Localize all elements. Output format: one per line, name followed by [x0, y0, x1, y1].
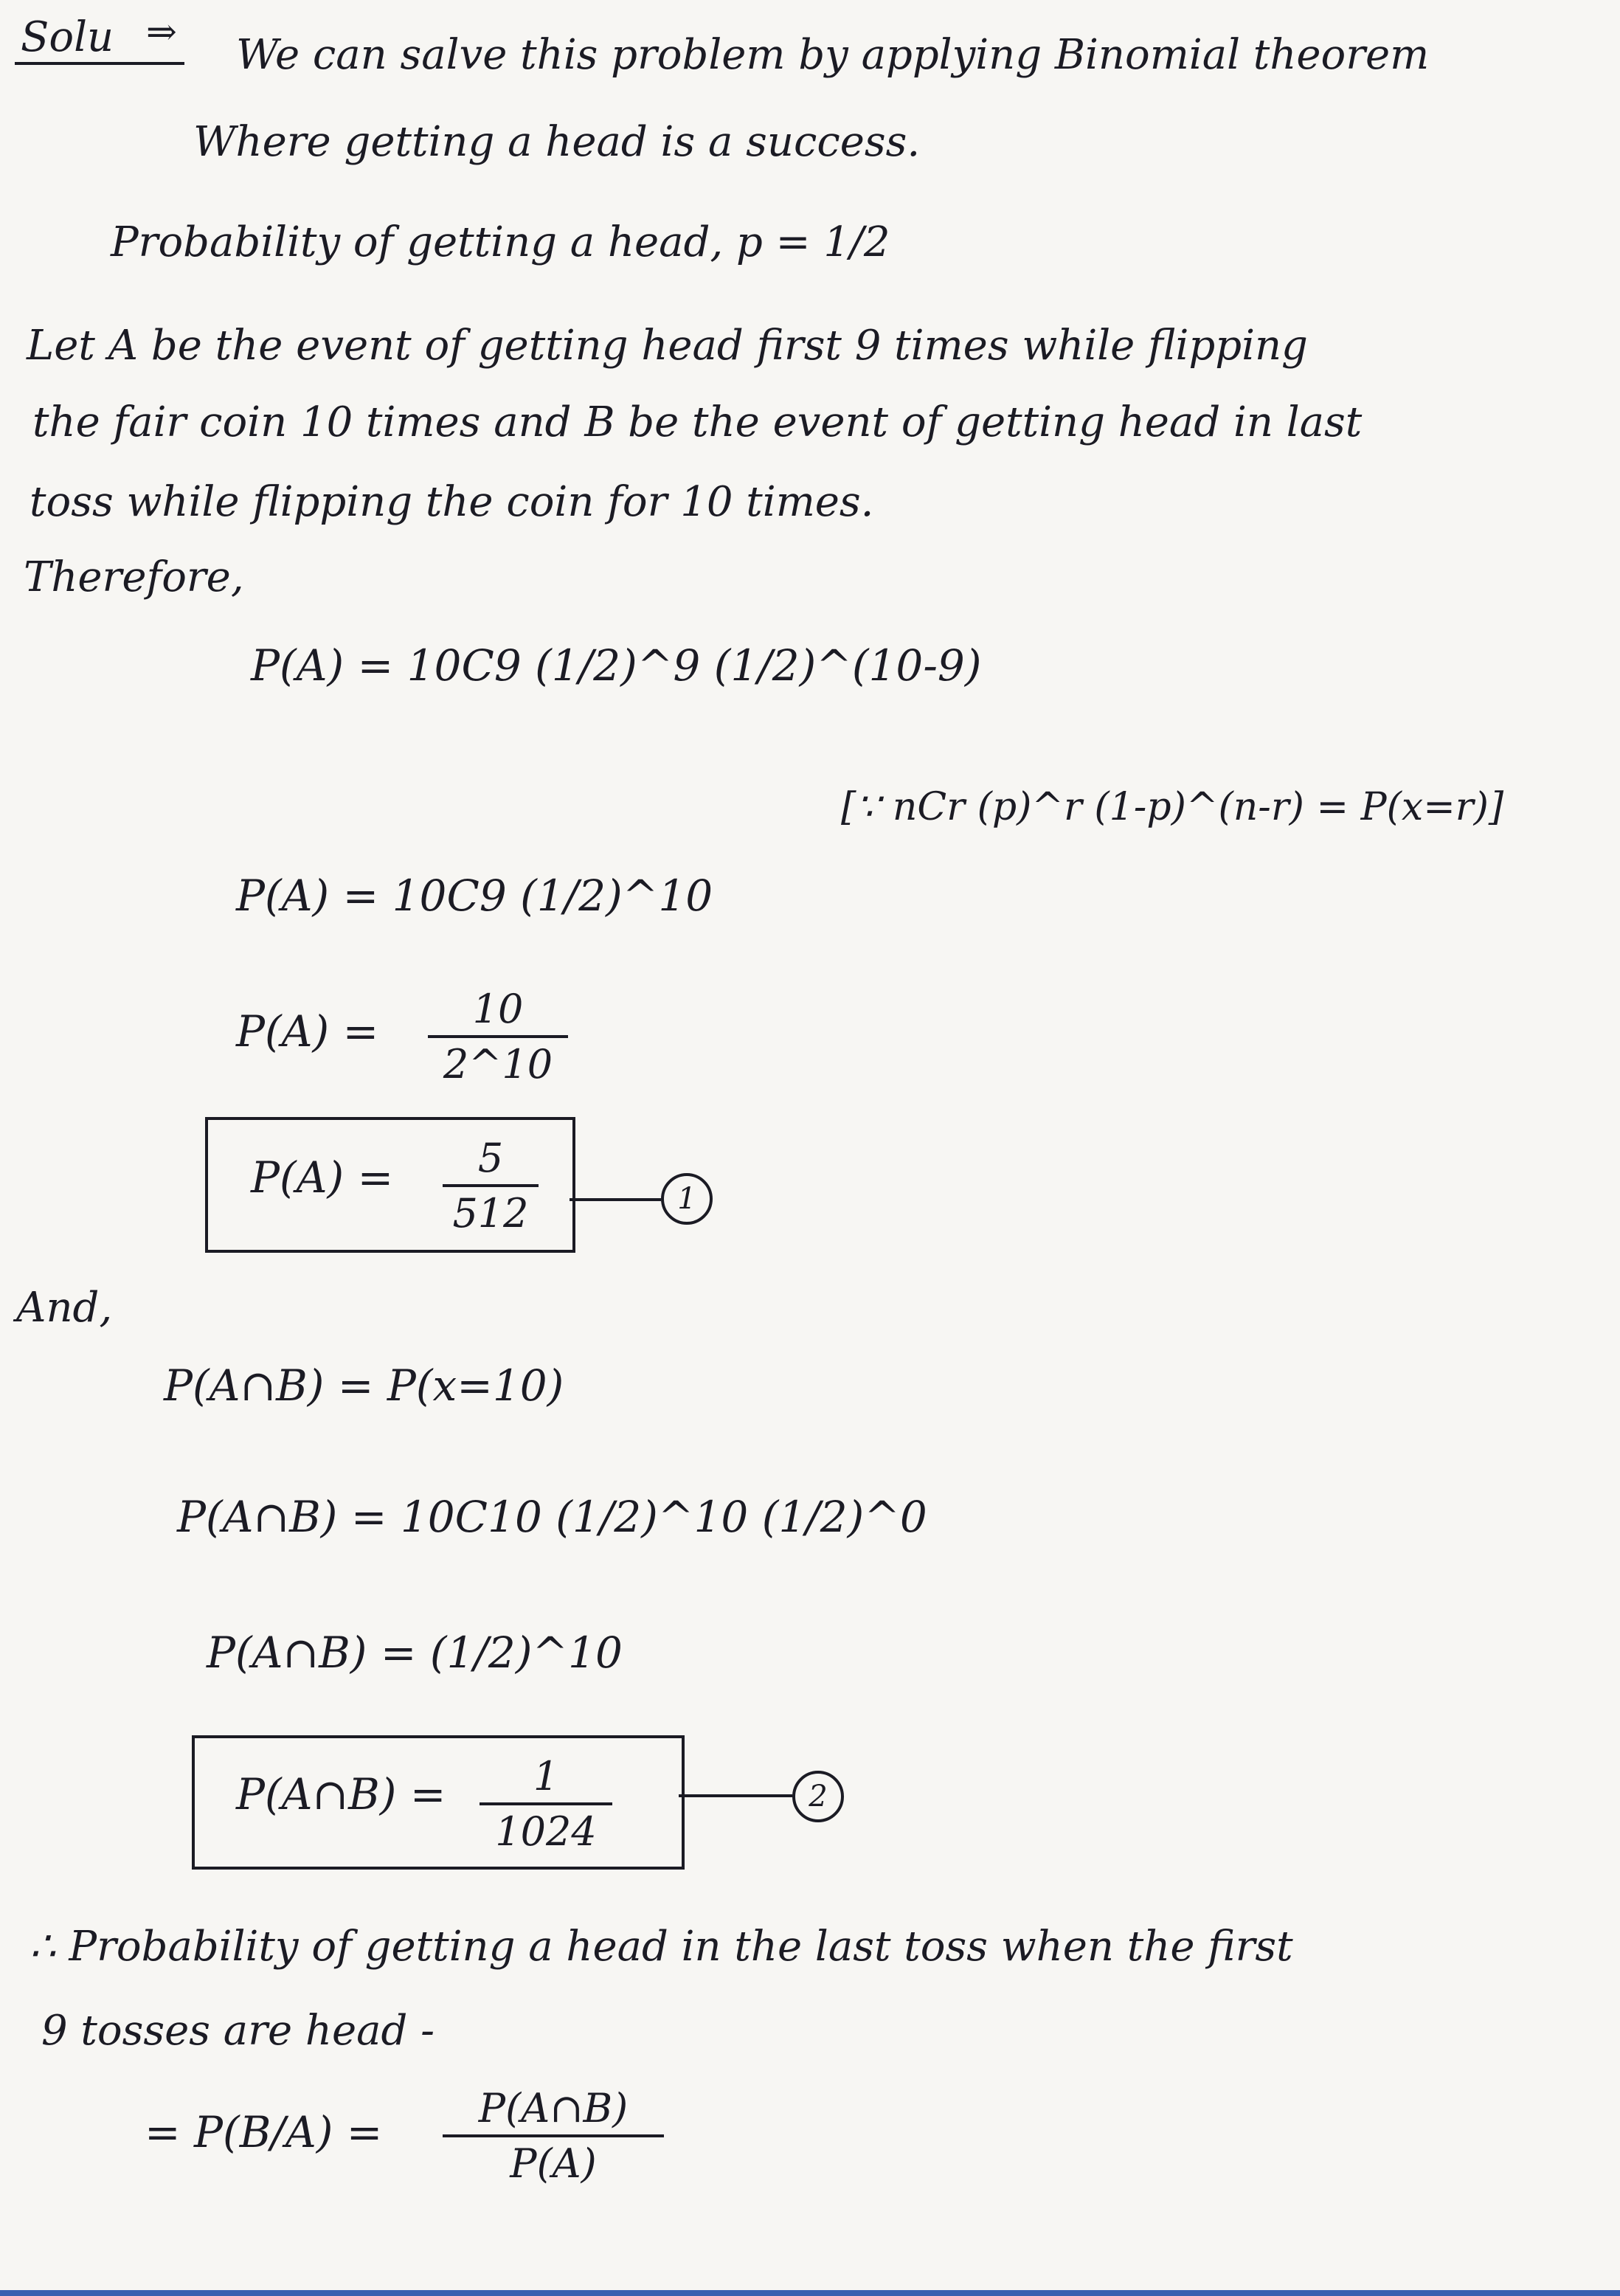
boxed-p-ab-denominator: 1024 [495, 1808, 597, 1855]
conditional-probability-fraction [443, 2085, 664, 2187]
p-a-fraction-ten-over-two-pow-ten [428, 986, 568, 1088]
boxed-p-a-lhs: P(A) = [251, 1152, 394, 1203]
therefore-label: Therefore, [24, 553, 244, 601]
fraction-bar [443, 1184, 539, 1187]
fraction-bar [480, 1802, 612, 1805]
boxed-p-ab-lhs: P(A∩B) = [236, 1769, 446, 1819]
result-2-leader-line [679, 1794, 792, 1797]
solution-underline [15, 62, 184, 65]
and-label: And, [16, 1284, 113, 1332]
boxed-p-a-fraction [443, 1135, 539, 1237]
conditional-probability-denominator: P(A) [510, 2140, 597, 2187]
p-a-fraction-numerator: 10 [472, 986, 524, 1032]
boxed-p-ab-fraction [480, 1753, 612, 1855]
solution-label: Solu [21, 13, 114, 61]
p-a-equation-1: P(A) = 10C9 (1/2)^9 (1/2)^(10-9) [251, 640, 982, 691]
probability-line: Probability of getting a head, p = 1/2 [111, 218, 890, 266]
result-1-leader-line [570, 1198, 661, 1201]
equation-marker-1: 1 [661, 1173, 713, 1225]
p-ab-equation-1: P(A∩B) = P(x=10) [164, 1360, 564, 1411]
intro-line-2: Where getting a head is a success. [193, 118, 921, 166]
p-a-equation-3-lhs: P(A) = [236, 1006, 379, 1057]
definition-line-3: toss while flipping the coin for 10 times. [30, 478, 874, 526]
binomial-formula-note: [∵ nCr (p)^r (1-p)^(n-r) = P(x=r)] [841, 785, 1504, 829]
equation-marker-2: 2 [792, 1771, 844, 1822]
conclusion-line-2: 9 tosses are head - [41, 2007, 435, 2055]
definition-line-2: the fair coin 10 times and B be the event of getting head in last [32, 398, 1363, 446]
arrow-icon: ⇒ [146, 10, 177, 53]
p-a-equation-2: P(A) = 10C9 (1/2)^10 [236, 871, 713, 921]
definition-line-1: Let A be the event of getting head first 9 times while flipping [27, 322, 1308, 370]
conditional-probability-lhs: = P(B/A) = [145, 2107, 383, 2157]
p-ab-equation-3: P(A∩B) = (1/2)^10 [207, 1628, 623, 1678]
conclusion-line-1: ∴ Probability of getting a head in the last toss when the first [30, 1923, 1293, 1971]
boxed-p-a-denominator: 512 [452, 1190, 529, 1237]
fraction-bar [443, 2134, 664, 2137]
fraction-bar [428, 1035, 568, 1038]
conditional-probability-numerator: P(A∩B) [478, 2085, 629, 2131]
boxed-p-a-numerator: 5 [477, 1135, 504, 1181]
p-ab-equation-2: P(A∩B) = 10C10 (1/2)^10 (1/2)^0 [177, 1492, 927, 1542]
boxed-p-ab-numerator: 1 [533, 1753, 559, 1799]
intro-line-1: We can salve this problem by applying Binomial theorem [236, 31, 1430, 79]
p-a-fraction-denominator: 2^10 [443, 1041, 553, 1088]
page-bottom-edge [0, 2290, 1620, 2296]
